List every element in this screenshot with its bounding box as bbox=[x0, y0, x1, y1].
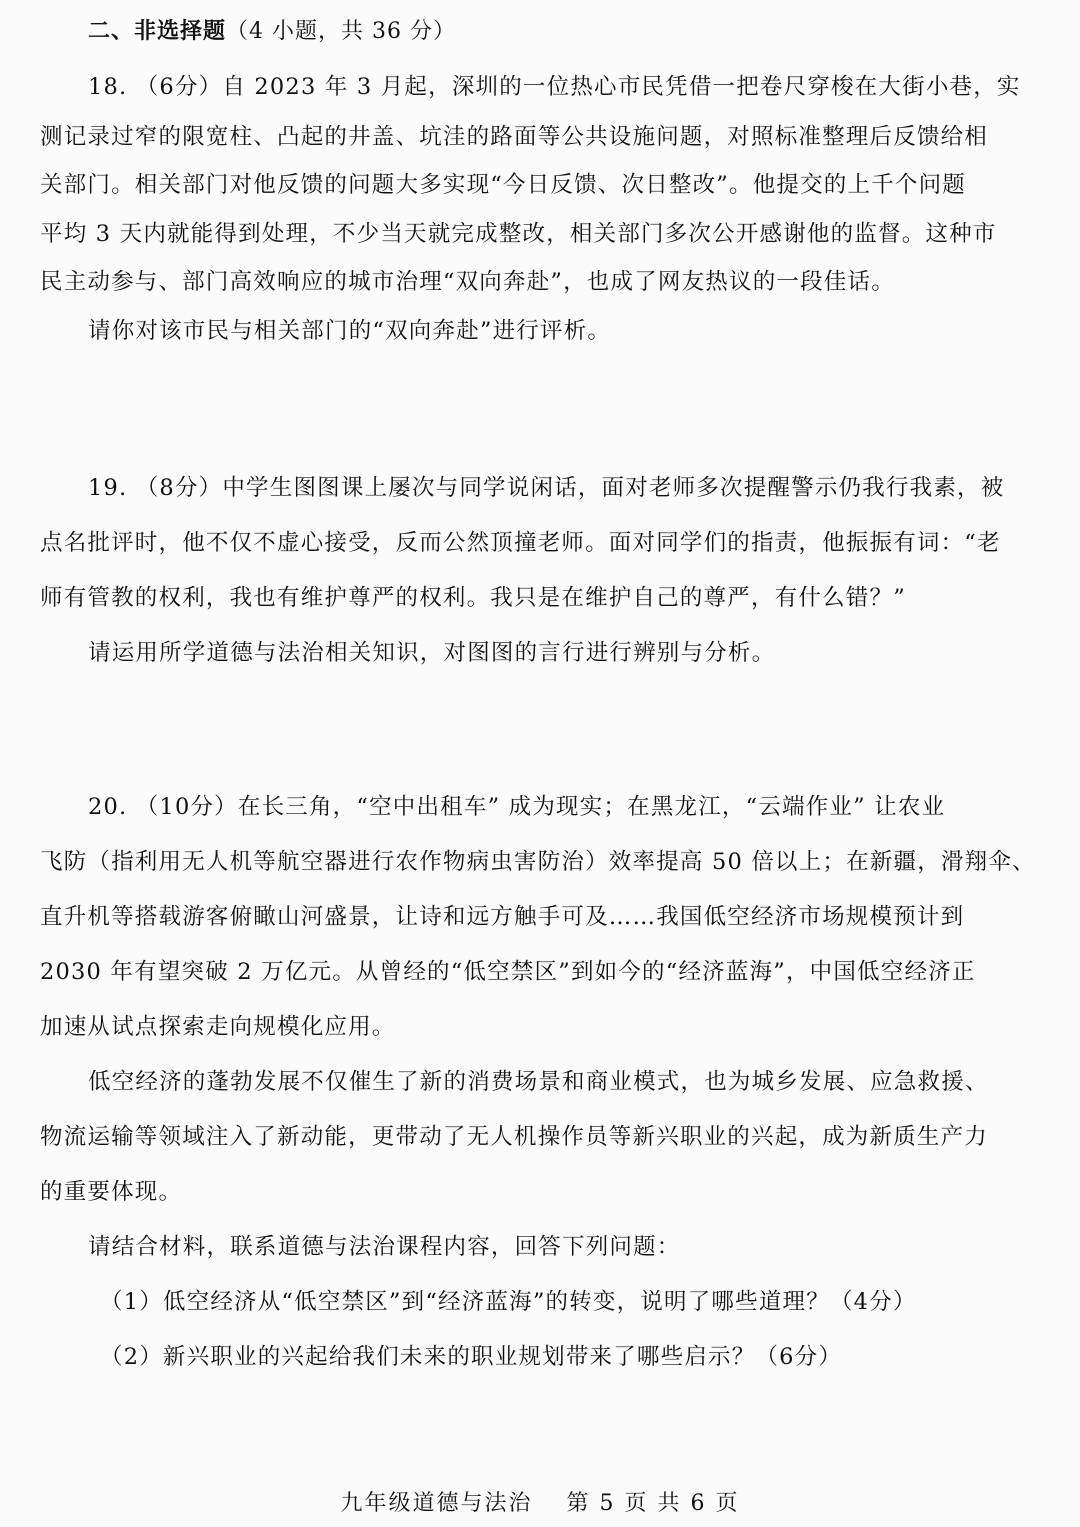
q20-line-2: 飞防（指利用无人机等航空器进行农作物病虫害防治）效率提高 50 倍以上；在新疆，滑翔伞、 bbox=[40, 849, 1036, 875]
q20-para2-line-1: 低空经济的蓬勃发展不仅催生了新的消费场景和商业模式，也为城乡发展、应急救援、 bbox=[88, 1069, 989, 1095]
q19-prompt: 请运用所学道德与法治相关知识，对图图的言行进行辨别与分析。 bbox=[88, 640, 776, 666]
q18-line-1: 18. （6分）自 2023 年 3 月起，深圳的一位热心市民凭借一把卷尺穿梭在大街小巷，实 bbox=[88, 74, 1021, 100]
section-heading bbox=[88, 14, 456, 45]
q20-sub-question-2: （2）新兴职业的兴起给我们未来的职业规划带来了哪些启示？（6分） bbox=[100, 1344, 843, 1370]
q20-line-3: 直升机等搭载游客俯瞰山河盛景，让诗和远方触手可及……我国低空经济市场规模预计到 bbox=[40, 904, 965, 930]
page-footer bbox=[0, 1486, 1080, 1517]
q18-line-2: 测记录过窄的限宽柱、凸起的井盖、坑洼的路面等公共设施问题，对照标准整理后反馈给相 bbox=[40, 124, 989, 150]
q20-sub-question-1: （1）低空经济从“低空禁区”到“经济蓝海”的转变，说明了哪些道理？（4分） bbox=[100, 1289, 917, 1315]
q20-line-5: 加速从试点探索走向规模化应用。 bbox=[40, 1014, 396, 1040]
q18-prompt: 请你对该市民与相关部门的“双向奔赴”进行评析。 bbox=[88, 318, 612, 344]
footer-subject: 九年级道德与法治 bbox=[340, 1491, 533, 1516]
q20-line-4: 2030 年有望突破 2 万亿元。从曾经的“低空禁区”到如今的“经济蓝海”，中国低空经济正 bbox=[40, 959, 976, 985]
q18-line-5: 民主动参与、部门高效响应的城市治理“双向奔赴”，也成了网友热议的一段佳话。 bbox=[40, 269, 895, 295]
section-subtitle: （4 小题，共 36 分） bbox=[226, 19, 456, 44]
q20-line-1: 20. （10分）在长三角，“空中出租车” 成为现实；在黑龙江，“云端作业” 让农业 bbox=[88, 794, 946, 820]
q20-prompt: 请结合材料，联系道德与法治课程内容，回答下列问题： bbox=[88, 1234, 681, 1260]
q20-para2-line-3: 的重要体现。 bbox=[40, 1179, 183, 1205]
q20-para2-line-2: 物流运输等领域注入了新动能，更带动了无人机操作员等新兴职业的兴起，成为新质生产力 bbox=[40, 1124, 989, 1150]
q19-line-3: 师有管教的权利，我也有维护尊严的权利。我只是在维护自己的尊严，有什么错？” bbox=[40, 585, 906, 611]
q18-line-3: 关部门。相关部门对他反馈的问题大多实现“今日反馈、次日整改”。他提交的上千个问题 bbox=[40, 172, 967, 198]
q18-line-4: 平均 3 天内就能得到处理，不少当天就完成整改，相关部门多次公开感谢他的监督。这种市 bbox=[40, 221, 997, 247]
q19-line-1: 19. （8分）中学生图图课上屡次与同学说闲话，面对老师多次提醒警示仍我行我素，被 bbox=[88, 475, 1005, 501]
q19-line-2: 点名批评时，他不仅不虚心接受，反而公然顶撞老师。面对同学们的指责，他振振有词：“老 bbox=[40, 530, 1001, 556]
section-title: 二、非选择题 bbox=[88, 19, 227, 44]
footer-page-number: 第 5 页 共 6 页 bbox=[566, 1491, 740, 1516]
